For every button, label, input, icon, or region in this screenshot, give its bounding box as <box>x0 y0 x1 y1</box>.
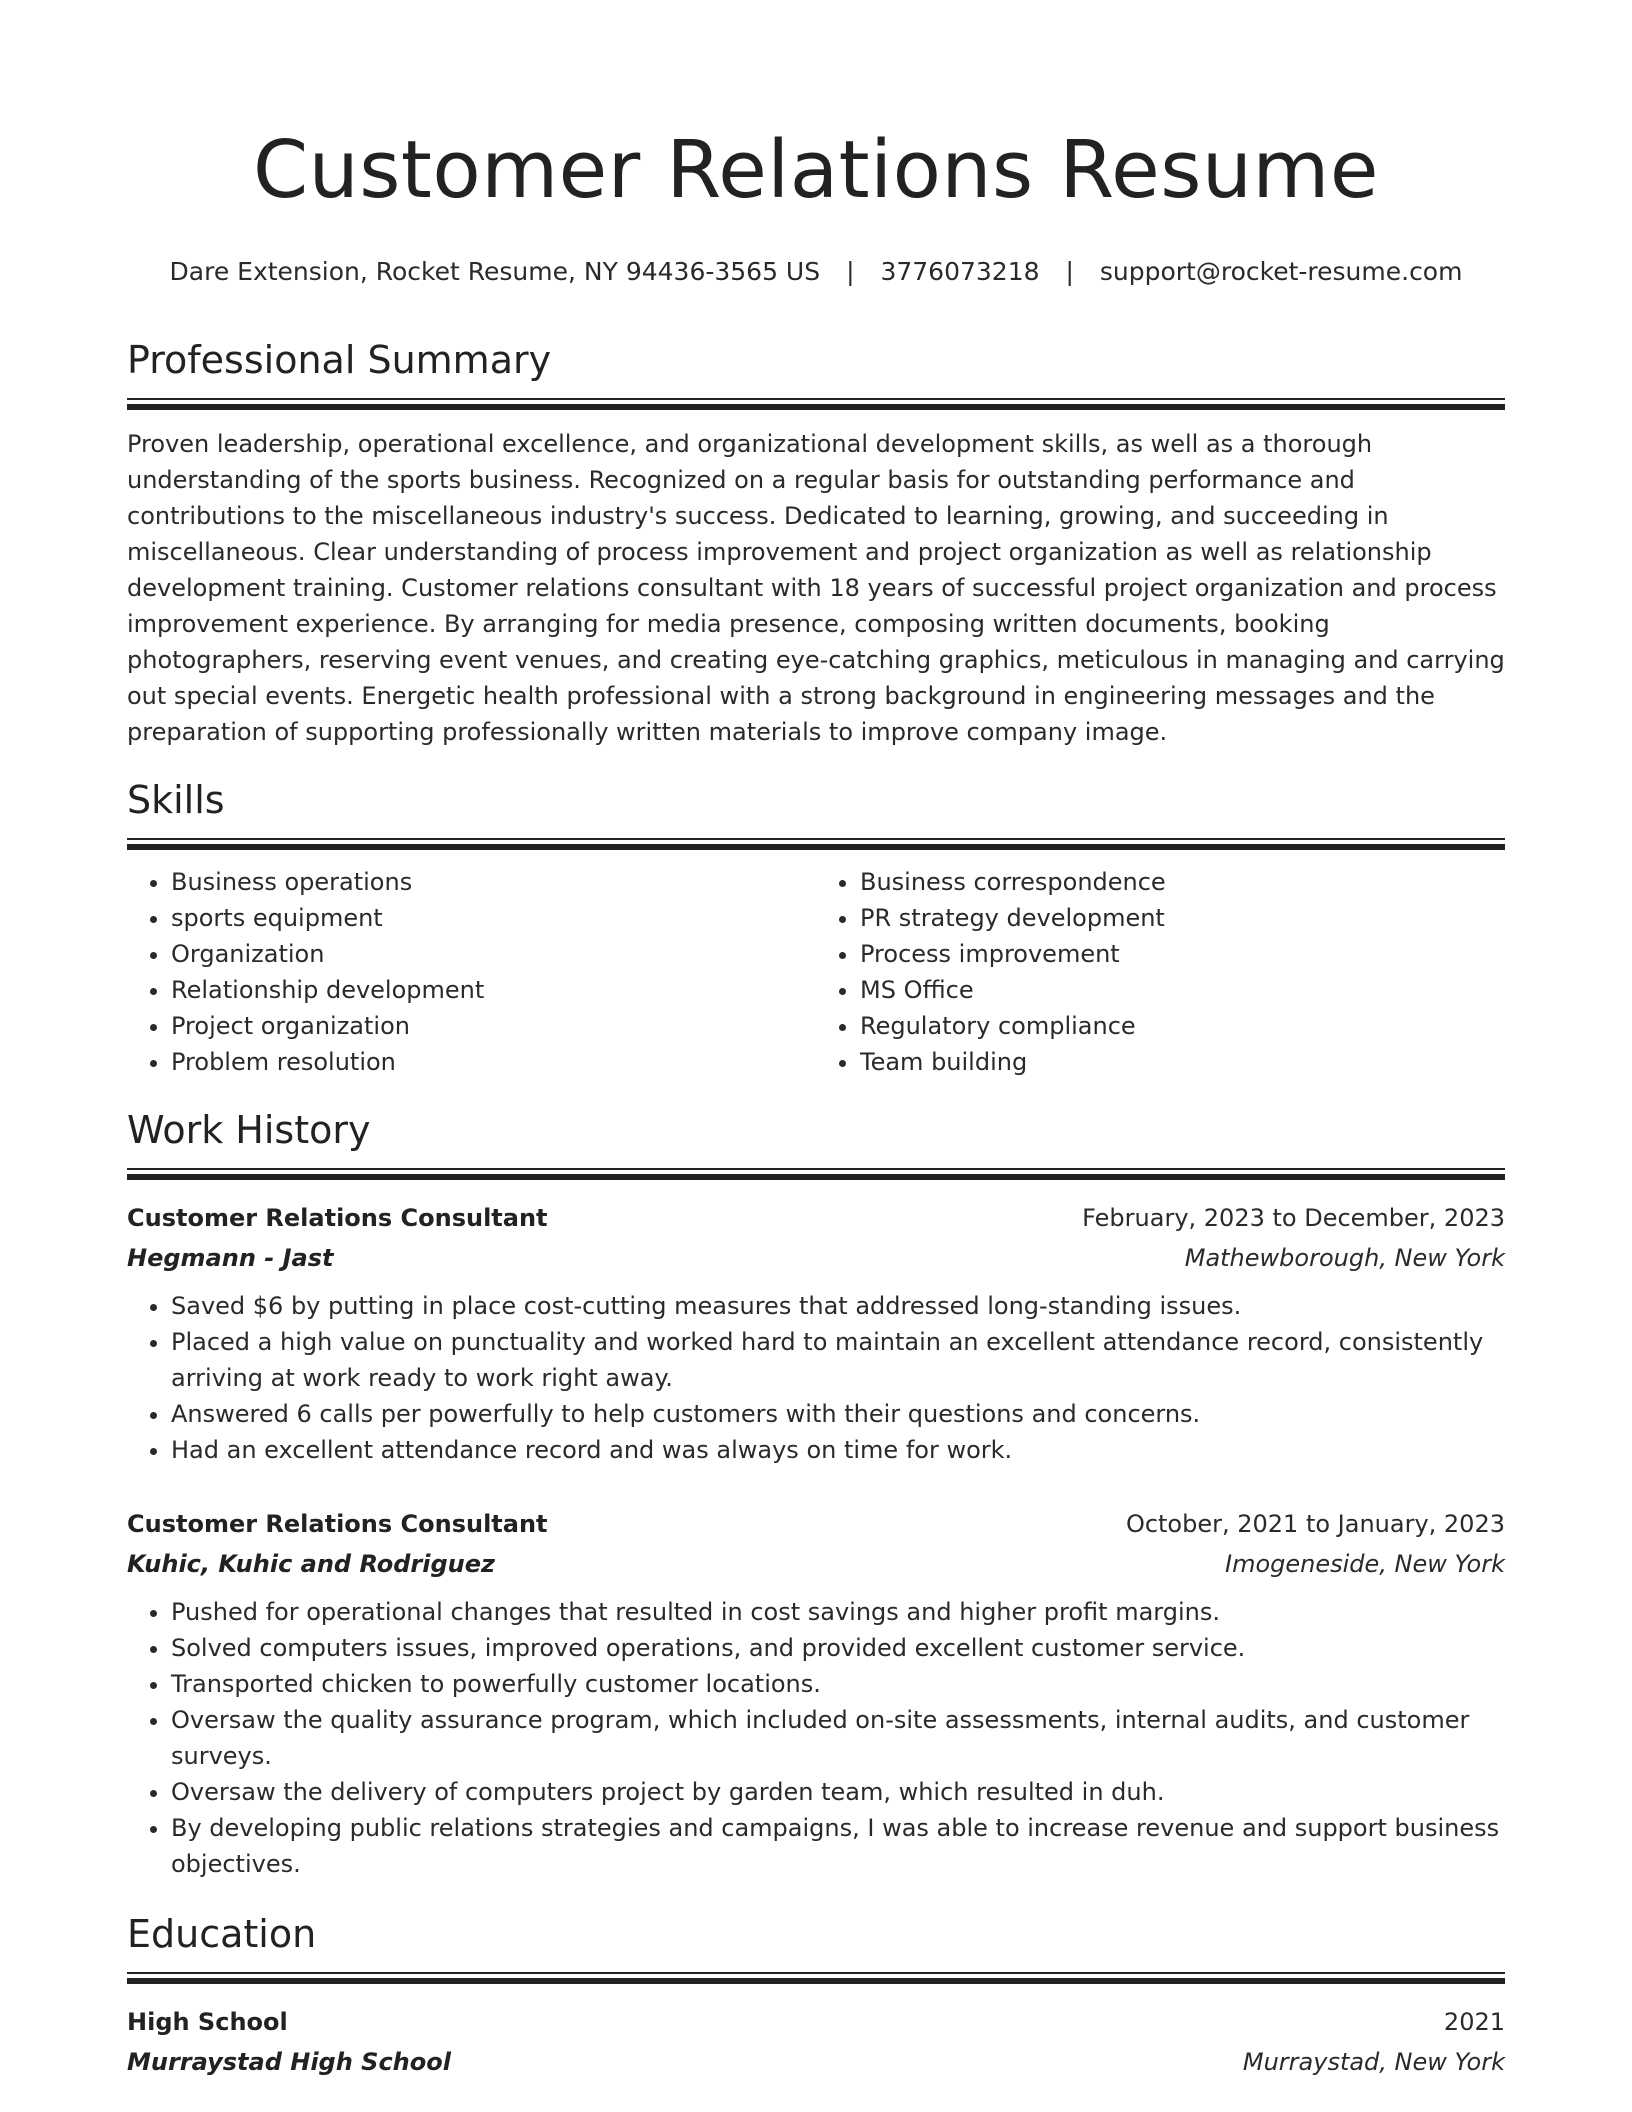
contact-address: Dare Extension, Rocket Resume, NY 94436-3565 US <box>169 257 821 286</box>
education-degree: High School <box>127 2008 288 2036</box>
job-location: Mathewborough, New York <box>1184 1244 1505 1272</box>
skill-item: • Organization <box>171 936 816 972</box>
contact-phone: 3776073218 <box>880 257 1040 286</box>
job-bullet: • Solved computers issues, improved operations, and provided excellent customer service. <box>171 1630 1505 1666</box>
education-school: Murraystad High School <box>127 2048 451 2076</box>
skills-columns <box>127 864 1505 1080</box>
education-entry <box>127 2002 1505 2082</box>
job-bullet: • Oversaw the quality assurance program, which included on-site assessments, internal audits, and customer surveys. <box>171 1702 1505 1774</box>
skills-section <box>127 776 1505 1080</box>
job-bullet: • Pushed for operational changes that resulted in cost savings and higher profit margins. <box>171 1594 1505 1630</box>
job-entry <box>127 1504 1505 1882</box>
contact-separator: | <box>1065 257 1074 286</box>
education-section <box>127 1910 1505 2082</box>
skill-item: • Project organization <box>171 1008 816 1044</box>
job-bullet: • Answered 6 calls per powerfully to help customers with their questions and concerns. <box>171 1396 1505 1432</box>
skill-item: • Team building <box>860 1044 1505 1080</box>
skill-item: • MS Office <box>860 972 1505 1008</box>
job-header-row <box>127 1198 1505 1238</box>
skill-item: • Problem resolution <box>171 1044 816 1080</box>
job-bullet: • Oversaw the delivery of computers project by garden team, which resulted in duh. <box>171 1774 1505 1810</box>
section-title-skills: Skills <box>127 778 225 822</box>
section-title-summary: Professional Summary <box>127 338 552 382</box>
contact-email: support@rocket-resume.com <box>1099 257 1463 286</box>
job-company-row <box>127 1544 1505 1584</box>
education-header-row <box>127 2002 1505 2042</box>
skill-item: • Relationship development <box>171 972 816 1008</box>
job-bullet: • Had an excellent attendance record and was always on time for work. <box>171 1432 1505 1468</box>
skill-item: • Business correspondence <box>860 864 1505 900</box>
job-bullets <box>127 1288 1505 1468</box>
section-title-work: Work History <box>127 1108 371 1152</box>
resume-title: Customer Relations Resume <box>253 124 1379 216</box>
job-header-row <box>127 1504 1505 1544</box>
job-title: Customer Relations Consultant <box>127 1204 548 1232</box>
section-divider <box>127 1972 1505 1984</box>
skill-item: • Process improvement <box>860 936 1505 972</box>
job-company-row <box>127 1238 1505 1278</box>
job-dates: October, 2021 to January, 2023 <box>1125 1510 1505 1538</box>
job-company: Kuhic, Kuhic and Rodriguez <box>127 1550 495 1578</box>
section-divider <box>127 398 1505 410</box>
skills-list-right <box>816 864 1505 1080</box>
job-bullet: • Placed a high value on punctuality and worked hard to maintain an excellent attendance record, consistently arriving at work ready to work right away. <box>171 1324 1505 1396</box>
skill-item: • Business operations <box>171 864 816 900</box>
job-company: Hegmann - Jast <box>127 1244 334 1272</box>
section-divider <box>127 1168 1505 1180</box>
education-location: Murraystad, New York <box>1242 2048 1505 2076</box>
skill-item: • sports equipment <box>171 900 816 936</box>
contact-separator: | <box>846 257 855 286</box>
job-bullet: • Transported chicken to powerfully customer locations. <box>171 1666 1505 1702</box>
summary-text: Proven leadership, operational excellence, and organizational development skills, as well as a thorough understanding of the sports business. Recognized on a regular basis for outstanding performance and contributions to the miscellaneous industry's success. Dedicated to learning, growing, and succeeding in miscellaneous. Clear understanding of process improvement and project organization as well as relationship development training. Customer relations consultant with 18 years of successful project organization and process improvement experience. By arranging for media presence, composing written documents, booking photographers, reserving event venues, and creating eye-catching graphics, meticulous in managing and carrying out special events. Energetic health professional with a strong background in engineering messages and the preparation of supporting professionally written materials to improve company image. <box>127 430 1505 746</box>
job-bullets <box>127 1594 1505 1882</box>
job-bullet: • By developing public relations strategies and campaigns, I was able to increase revenue and support business objectives. <box>171 1810 1505 1882</box>
education-year: 2021 <box>1443 2008 1505 2036</box>
summary-section <box>127 336 1505 750</box>
education-school-row <box>127 2042 1505 2082</box>
section-title-education: Education <box>127 1912 317 1956</box>
work-history-section <box>127 1106 1505 1882</box>
job-location: Imogeneside, New York <box>1225 1550 1505 1578</box>
skills-list-left <box>127 864 816 1080</box>
section-divider <box>127 838 1505 850</box>
job-dates: February, 2023 to December, 2023 <box>1082 1204 1505 1232</box>
contact-line <box>127 254 1505 290</box>
job-title: Customer Relations Consultant <box>127 1510 548 1538</box>
skill-item: • Regulatory compliance <box>860 1008 1505 1044</box>
job-bullet: • Saved $6 by putting in place cost-cutting measures that addressed long-standing issues. <box>171 1288 1505 1324</box>
skill-item: • PR strategy development <box>860 900 1505 936</box>
job-entry <box>127 1198 1505 1468</box>
